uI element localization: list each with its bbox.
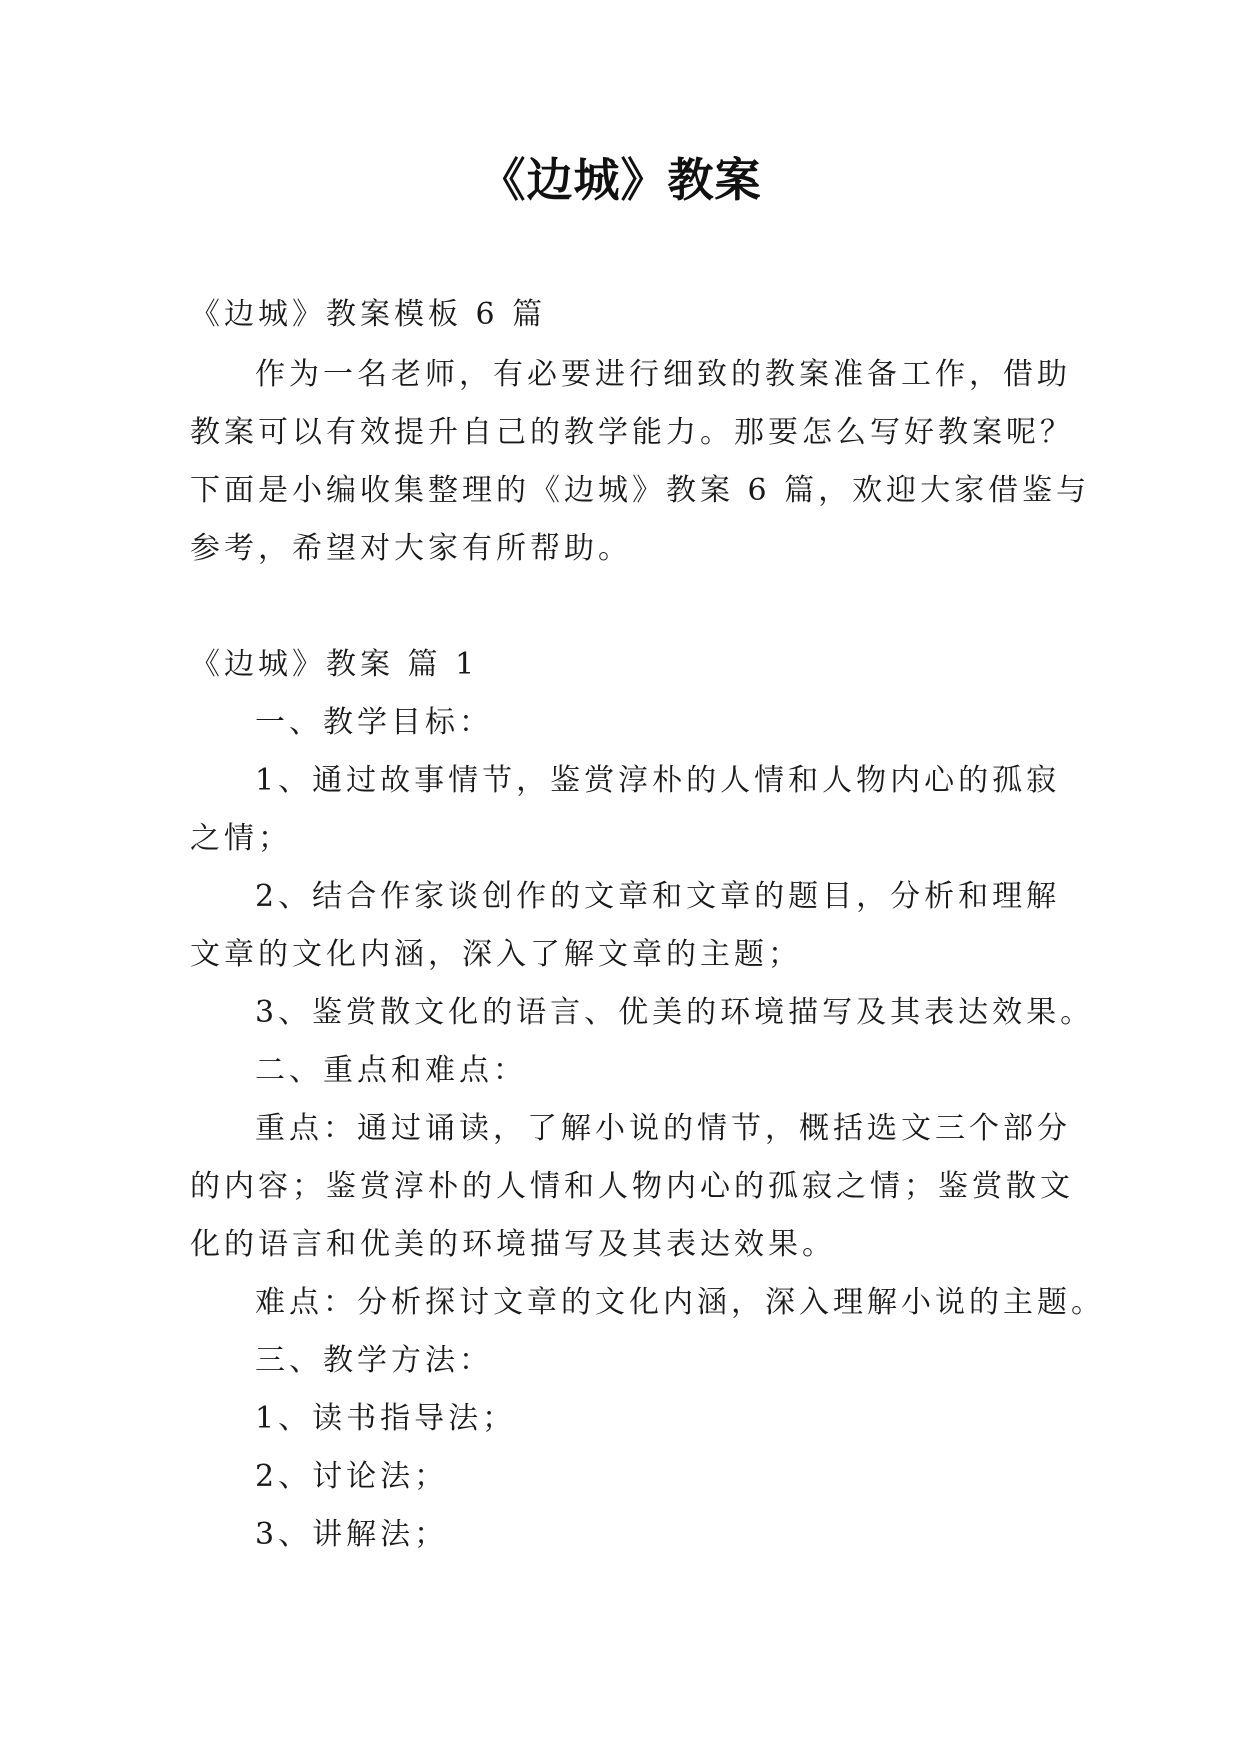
body-line: 2、讨论法； xyxy=(255,1459,449,1494)
body-line: 文章的文化内涵，深入了解文章的主题； xyxy=(190,937,802,972)
body-line: 1、通过故事情节，鉴赏淳朴的人情和人物内心的孤寂 xyxy=(255,763,1061,798)
intro-line: 教案可以有效提升自己的教学能力。那要怎么写好教案呢？ xyxy=(190,415,1074,450)
body-line: 一、教学目标： xyxy=(255,705,493,740)
body-line: 的内容；鉴赏淳朴的人情和人物内心的孤寂之情；鉴赏散文 xyxy=(190,1169,1074,1204)
intro-line: 下面是小编收集整理的《边城》教案 6 篇，欢迎大家借鉴与 xyxy=(190,473,1091,508)
body-line: 3、鉴赏散文化的语言、优美的环境描写及其表达效果。 xyxy=(255,995,1095,1030)
body-line: 之情； xyxy=(190,821,292,856)
document-title: 《边城》教案 xyxy=(479,153,762,207)
body-line: 二、重点和难点： xyxy=(255,1053,527,1088)
body-line: 3、讲解法； xyxy=(255,1517,449,1552)
body-line: 化的语言和优美的环境描写及其表达效果。 xyxy=(190,1227,836,1262)
intro-line: 参考，希望对大家有所帮助。 xyxy=(190,531,632,566)
body-line: 难点：分析探讨文章的文化内涵，深入理解小说的主题。 xyxy=(255,1285,1105,1320)
body-line: 三、教学方法： xyxy=(255,1343,493,1378)
body-line: 1、读书指导法； xyxy=(255,1401,517,1436)
intro-line: 作为一名老师，有必要进行细致的教案准备工作，借助 xyxy=(255,357,1071,392)
body-line: 重点：通过诵读，了解小说的情节，概括选文三个部分 xyxy=(255,1111,1071,1146)
section-heading: 《边城》教案 篇 1 xyxy=(190,647,479,682)
body-line: 2、结合作家谈创作的文章和文章的题目，分析和理解 xyxy=(255,879,1061,914)
document-subtitle: 《边城》教案模板 6 篇 xyxy=(190,297,547,332)
